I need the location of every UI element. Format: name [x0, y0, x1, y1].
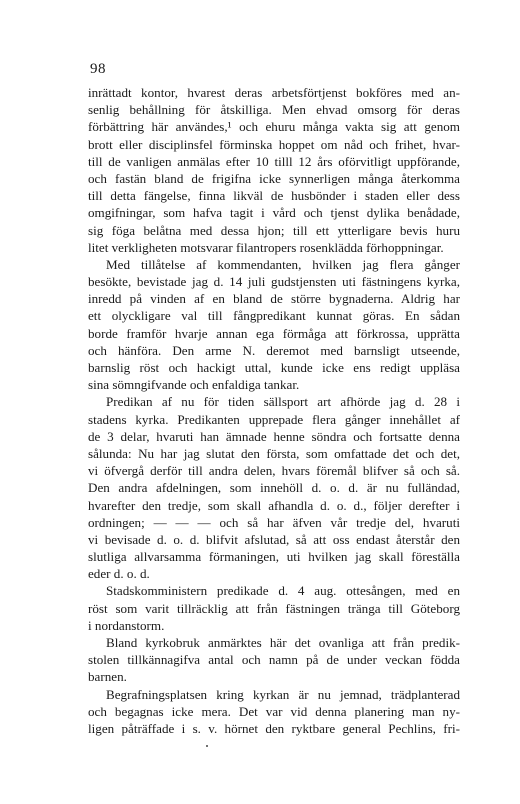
text-line: förbättring här användes,¹ och ehuru många vakta sig att genom: [88, 119, 460, 135]
text-line: barnen.: [88, 669, 127, 685]
text-line: sina sömngifvande och enfaldiga tankar.: [88, 377, 300, 393]
text-line: litet verkligheten motsvarar filantropers rosenkläddа förhoppningar.: [88, 239, 444, 255]
text-line: Den andra afdelningen, som innehöll d. o. d. är nu fulländad,: [88, 480, 460, 496]
text-line: vi bevisade d. o. d. blifvit afslutad, så att oss endast återstår den: [88, 531, 460, 547]
text-line: eder d. o. d.: [88, 566, 150, 582]
text-line: och fastän bland de frigifna icke synnerligen många återkomma: [88, 170, 460, 186]
text-line: röst som varit tillräcklig att från fästningen tränga till Göteborg: [88, 600, 460, 616]
text-line: slutliga allvarsamma förmaningen, uti hvilken jag skall föreställa: [88, 549, 460, 565]
text-line: ordningen; — — — och så har äfven vår tredje del, hvaruti: [88, 514, 460, 530]
text-line: ligen påträffade i s. v. hörnet den ryktbare general Pechlins, fri-: [88, 720, 460, 736]
text-line: brott eller disciplinsfel förminska hoppet om nåd och frihet, hvar-: [88, 136, 460, 152]
text-line: ett olyckligare val till fångpredikant kunnat göras. En sådan: [88, 308, 460, 324]
body-text: [88, 84, 460, 737]
text-line: de 3 delar, hvaruti han ämnade henne söndra och fortsatte denna: [88, 428, 460, 444]
text-line: stadens kyrka. Predikanten upprepade flera gånger innehållet af: [88, 411, 460, 427]
text-line: Begrafningsplatsen kring kyrkan är nu jemnad, trädplanterad: [106, 686, 460, 702]
text-line: inredd på vinden af en bland de större bygnaderna. Aldrig har: [88, 291, 460, 307]
text-line: Med tillåtelse af kommendanten, hvilken jag flera gånger: [106, 256, 460, 272]
text-line: och hänföra. Den arme N. deremot med barnsligt utseende,: [88, 342, 460, 358]
text-line: sålunda: Nu har jag slutat den första, som omfattade det och det,: [88, 445, 460, 461]
text-line: senlig behållning för åtskilliga. Men ehvad omsorg för deras: [88, 102, 460, 118]
text-line: i nordanstorm.: [88, 617, 165, 633]
text-line: Bland kyrkobruk anmärktes här det ovanliga att från predik-: [106, 635, 460, 650]
text-line: stolen tillkännagifva antal och namn på de under veckan födda: [88, 652, 460, 668]
text-line: Predikan af nu för tiden sällsport art afhörde jag d. 28 i: [106, 394, 460, 410]
text-line: barnslig röst och hackigt uttal, kunde icke ens redigt uppläsa: [88, 360, 460, 375]
text-line: besökte, bevistade jag d. 14 juli gudstjensten uti fästningens kyrka,: [88, 274, 460, 290]
text-line: till de vanligen anmälas efter 10 tilll 12 års oförvitligt uppförande,: [88, 153, 460, 169]
text-line: och begagnas icke mera. Det var vid denna planering man ny-: [88, 703, 460, 719]
text-line: Stadskomministern predikade d. 4 aug. ottesången, med en: [106, 583, 460, 599]
text-line: borde framför hvarje annan ega förmåga att förkrossa, upprätta: [88, 325, 460, 341]
text-line: hvarefter den tredje, som skall afhandla d. o. d., följer derefter i: [88, 497, 460, 513]
ink-dot: [206, 745, 208, 747]
text-line: vi öfvergå derför till andra delen, hvars föremål blifver så och så.: [88, 463, 460, 479]
text-line: sig föga belåtna med dessa hjon; till ett ytterligare bevis huru: [88, 222, 460, 238]
text-line: omgifningar, som hafva tagit i vård och tjenst dylika benådade,: [88, 205, 460, 221]
page-number: 98: [90, 61, 106, 77]
text-line: inrättadt kontor, hvarest deras arbetsförtjenst bokföres med an-: [88, 85, 460, 100]
text-line: till detta fängelse, finna likväl de husbönder i staden eller dess: [88, 188, 460, 204]
